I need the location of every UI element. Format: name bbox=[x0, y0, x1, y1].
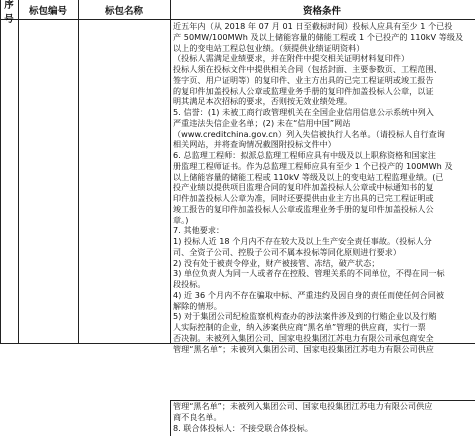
condition-line: 投产业绩以提供项目监理合同的复印件加盖投标人公章或中标通知书的复 bbox=[173, 182, 434, 193]
condition-line: 解除的情形。 bbox=[173, 300, 222, 311]
column-serial bbox=[0, 0, 19, 343]
condition-line: 以上的变电站工程总包业绩。（须提供业绩证明资料） bbox=[173, 42, 365, 53]
condition-line: 3) 单位负责人为同一人或者存在控股、管理关系的不同单位，不得在同一标 bbox=[173, 268, 445, 279]
condition-line: 严重违法失信企业名单；(2) 未在“信用中国”网站 bbox=[173, 117, 351, 128]
condition-line: 否决制。未被列入集团公司、国家电投集团江苏电力有限公司承包商安全 bbox=[173, 332, 434, 343]
condition-line: 签字页、用户证明等）的复印件、业主方出具的已完工程证明或竣工报告 bbox=[173, 74, 434, 85]
condition-line: 1) 投标人近 18 个月内不存在较大及以上生产安全责任事故。（投标人分 bbox=[173, 236, 432, 246]
condition-line: 4) 近 36 个月内不存在骗取中标、严重违约及因自身的责任而使任何合同被 bbox=[173, 289, 444, 300]
condition-line: 6. 总监理工程师：拟派总监理工程师应具有中级及以上职称资格和国家注 bbox=[173, 150, 436, 160]
condition-line: 5) 对于集团公司纪检监察机构查办的涉法案件涉及到的行贿企业以及行贿 bbox=[173, 311, 437, 322]
continuation-line: 8. 联合体投标人：不接受联合体投标。 bbox=[173, 422, 313, 433]
qualification-conditions-text bbox=[173, 21, 471, 354]
condition-line: 司、全资子公司、控股子公司不属本投标等同化原则进行要求） bbox=[173, 246, 402, 257]
condition-line: 近五年内（从 2018 年 07 月 01 日至截标时间）投标人应具有至少 1 个已投 bbox=[173, 21, 453, 31]
continuation-conditions-text bbox=[173, 401, 469, 433]
condition-line: 竣工报告的复印件加盖投标人公章或监理业务手册的复印件加盖投标人公 bbox=[173, 203, 434, 214]
header-package-code: 标包编号 bbox=[28, 6, 67, 17]
header-package-name: 标包名称 bbox=[104, 6, 143, 17]
column-package-code bbox=[18, 0, 79, 343]
condition-line: 册监理工程师证书。作为总监理工程师应具有至少 1 个已投产的 100MWh 及 bbox=[173, 160, 453, 171]
condition-line: 相关网站，并将查询情况截图附投标文件中） bbox=[173, 139, 336, 150]
condition-line: 以上储能容量的储能工程或 110kV 等级及以上的变电站工程监理业绩。(已 bbox=[173, 171, 444, 182]
continuation-line: 管理“黑名单”；未被列入集团公司、国家电投集团江苏电力有限公司供应 bbox=[173, 401, 433, 411]
table-bottom-border bbox=[0, 343, 475, 344]
condition-line: 明其满足本次招标的要求，否则按无效业绩处理。 bbox=[173, 96, 353, 107]
condition-line: 2) 没有处于被责令停业，财产被接管、冻结，破产状态； bbox=[173, 257, 380, 268]
condition-line: 章。) bbox=[173, 214, 189, 225]
condition-line: 的复印件加盖投标人公章或监理业务手册的复印件加盖投标人公章，以证 bbox=[173, 85, 434, 96]
condition-line: 管理“黑名单”；未被列入集团公司、国家电投集团江苏电力有限公司供应 bbox=[173, 343, 434, 354]
condition-line: （www.creditchina.gov.cn）列入失信被执行人名单。（请投标人自行查询 bbox=[173, 128, 445, 139]
continuation-line: 商不良名单。 bbox=[173, 411, 222, 422]
condition-line: 7. 其他要求： bbox=[173, 225, 225, 236]
header-qualifications: 资格条件 bbox=[302, 6, 341, 17]
condition-line: 投标人须在投标文件中提供相关合同（包括封面、主要参数页、工程范围、 bbox=[173, 64, 442, 74]
condition-line: （投标人需满足业绩要求，并在附件中提交相关证明材料复印件） bbox=[173, 53, 410, 64]
header-serial: 序号 bbox=[4, 0, 14, 25]
condition-line: 印件加盖投标人公章为准，同时还要提供由业主方出具的已完工程证明或 bbox=[173, 193, 434, 203]
condition-line: 产 50MW/100MWh 及以上储能容量的储能工程或 1 个已投产的 110kV 等级及 bbox=[173, 31, 464, 42]
condition-line: 人实际控制的企业，纳入涉案供应商“黑名单”管理的供应商，实行一票 bbox=[173, 322, 426, 332]
condition-line: 5. 信誉：(1) 未被工商行政管理机关在全国企业信用信息公示系统中列入 bbox=[173, 107, 434, 117]
condition-line: 段投标。 bbox=[173, 279, 206, 289]
column-package-name bbox=[78, 0, 171, 343]
